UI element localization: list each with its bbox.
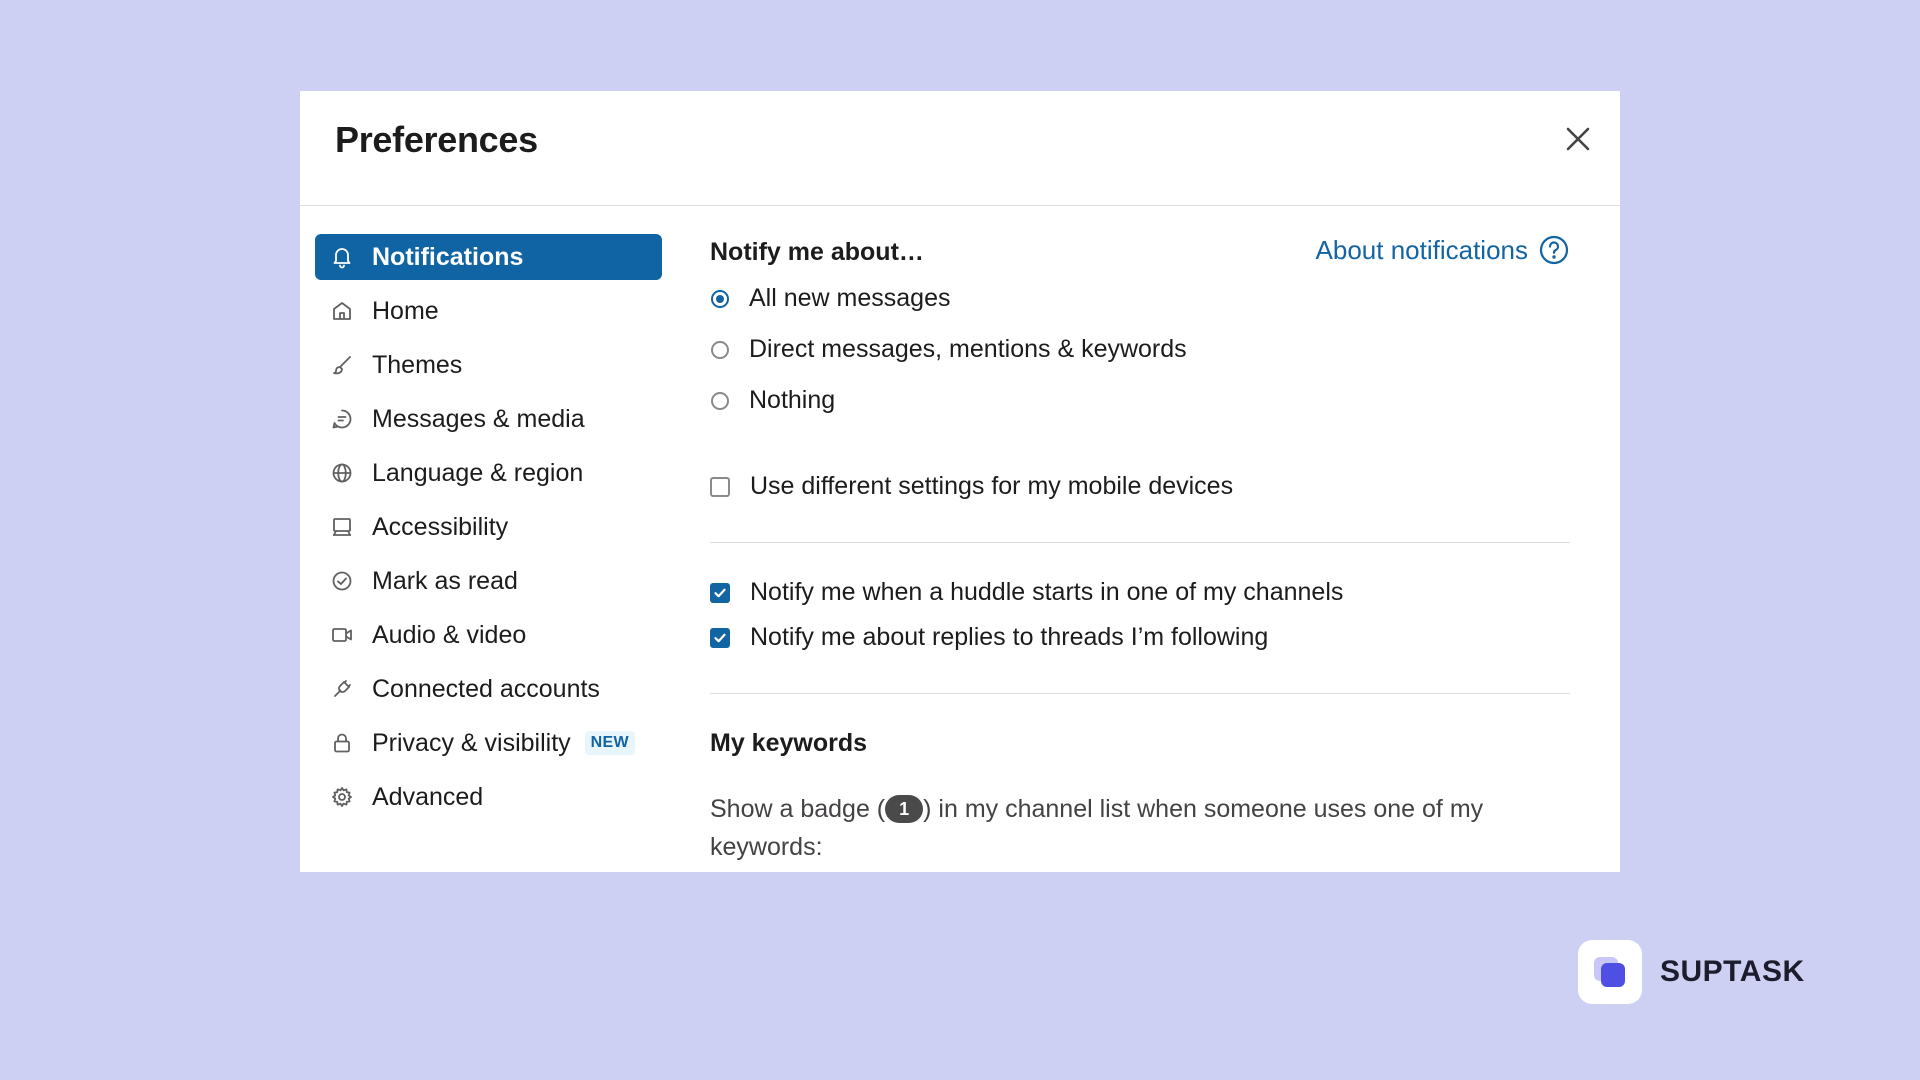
- sidebar-item-label: Audio & video: [372, 620, 527, 649]
- plug-icon: [329, 676, 355, 702]
- preferences-modal: [300, 91, 1620, 872]
- sidebar-item-notifications[interactable]: [315, 234, 662, 280]
- sidebar-item-mark-as-read[interactable]: [315, 558, 662, 604]
- sidebar-item-label: Mark as read: [372, 566, 518, 595]
- radio-button-selected[interactable]: [711, 290, 729, 308]
- checkbox-label: Use different settings for my mobile devices: [750, 472, 1234, 500]
- gear-icon: [329, 784, 355, 810]
- modal-title: Preferences: [335, 119, 538, 160]
- sidebar-item-label: Themes: [372, 350, 463, 379]
- suptask-brand: [1578, 940, 1805, 1004]
- sidebar-item-connected-accounts[interactable]: [315, 666, 662, 712]
- radio-nothing[interactable]: [710, 386, 835, 415]
- help-icon: [1538, 234, 1570, 266]
- threads-checkbox-row[interactable]: [710, 623, 1268, 652]
- about-notifications-label: About notifications: [1315, 234, 1528, 265]
- notify-section-header: [710, 234, 1570, 274]
- home-icon: [329, 298, 355, 324]
- sidebar-item-privacy-visibility[interactable]: [315, 720, 662, 766]
- checkbox-label: Notify me about replies to threads I’m following: [750, 623, 1269, 651]
- new-badge: NEW: [585, 731, 635, 755]
- divider: [710, 693, 1570, 694]
- badge-count-pill: 1: [885, 795, 923, 823]
- sidebar-item-label: Language & region: [372, 458, 584, 487]
- sidebar-item-label: Connected accounts: [372, 674, 600, 703]
- notify-section-title: Notify me about…: [710, 238, 924, 266]
- sidebar-item-label: Accessibility: [372, 512, 509, 541]
- notifications-content: [710, 234, 1570, 861]
- suptask-logo-icon: [1578, 940, 1642, 1004]
- sidebar-item-home[interactable]: [315, 288, 662, 334]
- keywords-desc-end: ) in my channel list when someone uses one of my keywords:: [710, 795, 1484, 861]
- sidebar-item-audio-video[interactable]: [315, 612, 662, 658]
- mobile-settings-checkbox-row[interactable]: [710, 472, 1233, 501]
- checkmark-icon: [713, 631, 727, 645]
- sidebar-item-messages-media[interactable]: [315, 396, 662, 442]
- close-button[interactable]: [1560, 121, 1596, 157]
- radio-label: All new messages: [749, 284, 951, 312]
- brush-icon: [329, 352, 355, 378]
- sidebar-item-label: Messages & media: [372, 404, 585, 433]
- checkmark-icon: [713, 586, 727, 600]
- sidebar-item-themes[interactable]: [315, 342, 662, 388]
- radio-label: Direct messages, mentions & keywords: [749, 335, 1187, 363]
- radio-button[interactable]: [711, 392, 729, 410]
- radio-all-new-messages[interactable]: [710, 284, 950, 313]
- keywords-description: [710, 790, 1570, 866]
- checkbox-label: Notify me when a huddle starts in one of my channels: [750, 578, 1344, 606]
- radio-button[interactable]: [711, 341, 729, 359]
- sidebar-item-accessibility[interactable]: [315, 504, 662, 550]
- keywords-desc-start: Show a badge (: [710, 795, 886, 823]
- close-icon: [1560, 121, 1596, 157]
- sidebar-item-label: Advanced: [372, 782, 484, 811]
- preferences-sidebar: [315, 234, 662, 828]
- sidebar-item-language-region[interactable]: [315, 450, 662, 496]
- lock-icon: [329, 730, 355, 756]
- video-icon: [329, 622, 355, 648]
- sidebar-item-label: Privacy & visibility: [372, 728, 571, 757]
- accessibility-icon: [329, 514, 355, 540]
- sidebar-item-advanced[interactable]: [315, 774, 662, 820]
- divider: [710, 542, 1570, 543]
- check-circle-icon: [329, 568, 355, 594]
- bell-icon: [329, 244, 355, 270]
- modal-header: [300, 91, 1620, 206]
- about-notifications-link[interactable]: [1316, 234, 1570, 266]
- sidebar-item-label: Home: [372, 296, 439, 325]
- radio-direct-mentions-keywords[interactable]: [710, 335, 1187, 364]
- threads-checkbox[interactable]: [710, 628, 730, 648]
- globe-icon: [329, 460, 355, 486]
- huddle-checkbox-row[interactable]: [710, 578, 1343, 607]
- sidebar-item-label: Notifications: [372, 242, 524, 271]
- huddle-checkbox[interactable]: [710, 583, 730, 603]
- radio-label: Nothing: [749, 386, 836, 414]
- message-icon: [329, 406, 355, 432]
- mobile-settings-checkbox[interactable]: [710, 477, 730, 497]
- brand-name: SUPTASK: [1660, 955, 1805, 988]
- keywords-title: My keywords: [710, 729, 868, 757]
